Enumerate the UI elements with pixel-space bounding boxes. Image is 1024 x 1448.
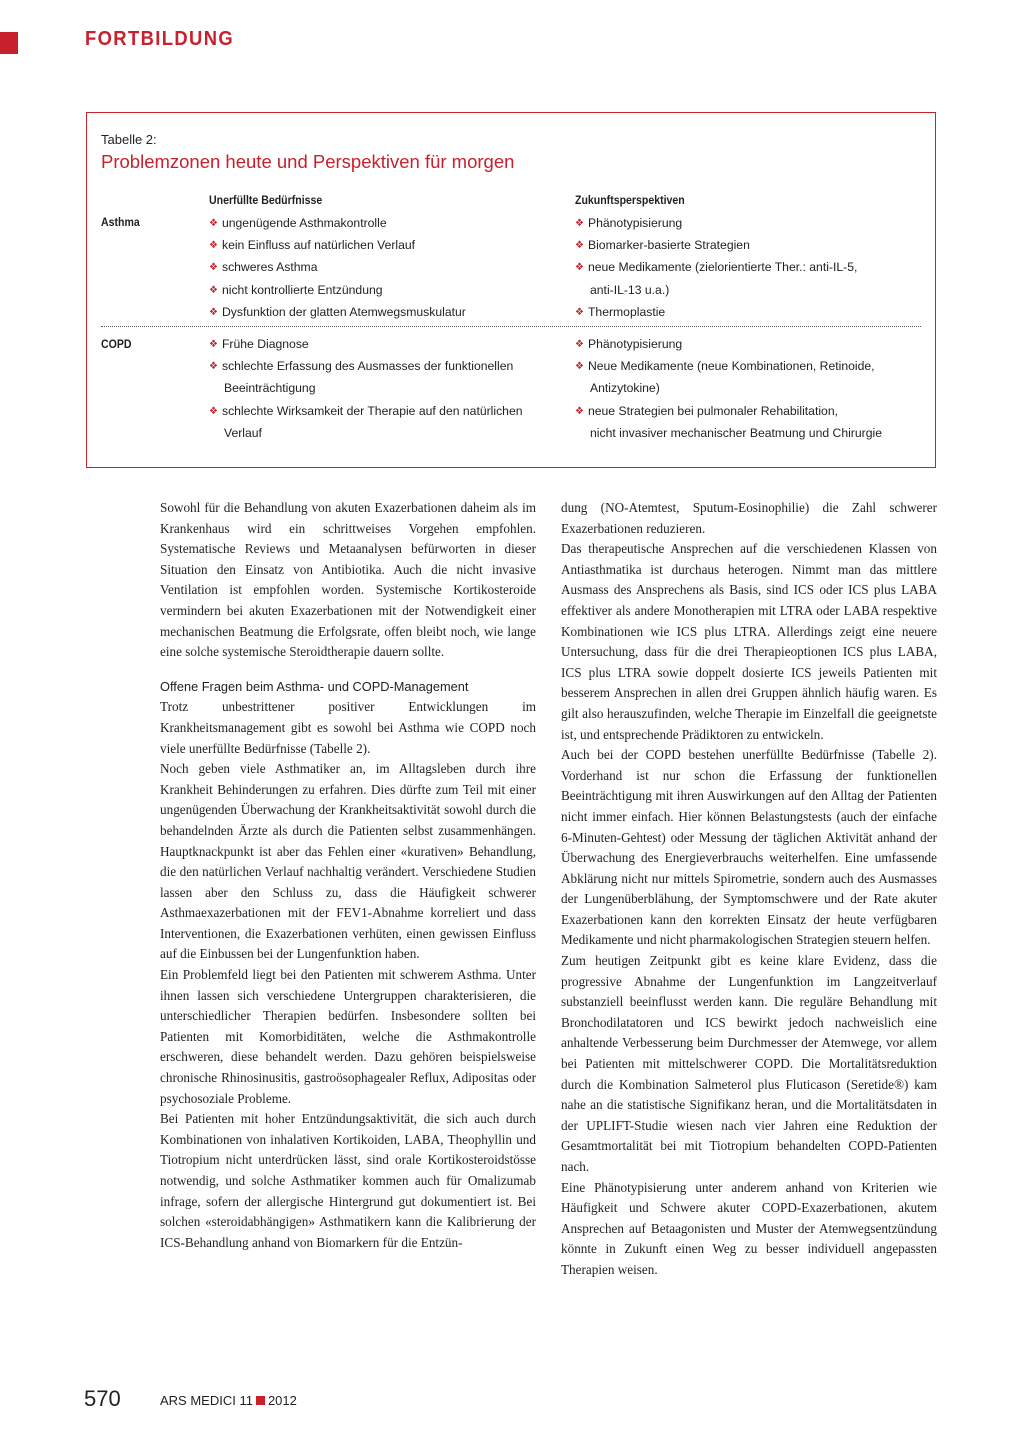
asthma-perspective-continued: anti-IL-13 u.a.) <box>590 283 670 297</box>
asthma-need: ❖ Dysfunktion der glatten Atemwegsmuskulatur <box>209 305 466 319</box>
diamond-bullet-icon: ❖ <box>209 218 218 229</box>
paragraph: Auch bei der COPD bestehen unerfüllte Bedürfnisse (Tabelle 2). Vorderhand ist nur schon die Erfassung der funktionellen Beeinträchtigung mit ihren Auswirkungen auf den Alltag der Patienten nicht immer einfach. Hier können Belastungstests (auch der einfache 6-Minuten-Gehtest) oder Messung der täglichen Aktivität anhand der Überwachung des Energieverbrauchs weiterhelfen. Eine umfassende Abklärung nicht nur mittels Spirometrie, sondern auch des Ausmasses der Lungenüberblähung, der Symptomschwere und der Rate akuter Exazerbationen kann den korrekten Einsatz der heute verfügbaren Medikamente und nicht pharmakologischen Strategien steuern helfen. <box>561 747 937 948</box>
copd-need: ❖ schlechte Wirksamkeit der Therapie auf den natürlichen <box>209 404 523 418</box>
diamond-bullet-icon: ❖ <box>209 339 218 350</box>
diamond-bullet-icon: ❖ <box>575 339 584 350</box>
page-number: 570 <box>84 1386 121 1411</box>
row-label-copd: COPD <box>101 337 132 351</box>
diamond-bullet-icon: ❖ <box>209 285 218 296</box>
publication-year: 2012 <box>267 1393 297 1408</box>
left-text-column <box>160 498 536 1253</box>
paragraph: dung (NO-Atemtest, Sputum-Eosinophilie) die Zahl schwerer Exazerbationen reduzieren. <box>561 500 937 536</box>
paragraph: Noch geben viele Asthmatiker an, im Alltagsleben durch ihre Krankheit Behinderungen zu erfahren. Dies dürfte zum Teil mit einer ungenügenden Überwachung der Krankheitsaktivität sowohl durch die behandelnden Ärzte als durch die Patienten selbst zusammenhängen. Hauptknackpunkt ist aber das Fehlen einer «kurativen» Behandlung, die den natürlichen Verlauf nachhaltig verändert. Verschiedene Studien lassen aber den Schluss zu, dass die Häufigkeit schwerer Asthmaexazerbationen mit der FEV1-Abnahme korreliert und dass Interventionen, die Exazerbationen verhüten, einen gewissen Einfluss auf die Einbussen bei der Lungenfunktion haben. <box>160 761 536 962</box>
table-row-separator <box>101 326 921 327</box>
copd-perspective: ❖ neue Strategien bei pulmonaler Rehabilitation, <box>575 404 838 418</box>
table-box <box>86 112 936 468</box>
diamond-bullet-icon: ❖ <box>209 262 218 273</box>
copd-need: ❖ Frühe Diagnose <box>209 337 309 351</box>
square-separator-icon <box>256 1396 265 1405</box>
diamond-bullet-icon: ❖ <box>575 361 584 372</box>
diamond-bullet-icon: ❖ <box>209 307 218 318</box>
col-header-perspectives: Zukunftsperspektiven <box>575 193 685 207</box>
row-label-asthma: Asthma <box>101 215 140 229</box>
diamond-bullet-icon: ❖ <box>575 307 584 318</box>
paragraph: Das therapeutische Ansprechen auf die verschiedenen Klassen von Antiasthmatika ist durchaus heterogen. Nimmt man das mittlere Ausmass des Ansprechens als Basis, sind ICS oder ICS plus LABA effektiver als andere Monotherapien mit LTRA oder LABA respektive Kombinationen wie ICS plus LTRA. Allerdings zeigt eine neuere Untersuchung, dass für die drei Therapieoptionen ICS plus LABA, ICS plus LTRA sowie doppelt dosierte ICS jeweils Patienten mit besserem Ansprechen in allen drei Gruppen ähnlich häufig waren. Es gilt also herauszufinden, welche Therapie im Einzelfall die geeignetste ist, und entsprechende Prädiktoren zu entwickeln. <box>561 541 937 742</box>
col-header-needs: Unerfüllte Bedürfnisse <box>209 193 323 207</box>
copd-perspective-continued: nicht invasiver mechanischer Beatmung und Chirurgie <box>590 426 882 440</box>
copd-need-continued: Verlauf <box>224 426 262 440</box>
copd-need-continued: Beeinträchtigung <box>224 381 316 395</box>
table-title: Problemzonen heute und Perspektiven für morgen <box>101 151 515 172</box>
section-title: FORTBILDUNG <box>85 28 235 50</box>
asthma-need: ❖ ungenügende Asthmakontrolle <box>209 216 387 230</box>
right-text-column <box>561 498 937 1281</box>
diamond-bullet-icon: ❖ <box>209 406 218 417</box>
paragraph: Sowohl für die Behandlung von akuten Exazerbationen daheim als im Krankenhaus wird ein schrittweises Vorgehen empfohlen. Systematische Reviews und Metaanalysen befürworten in dieser Situation den Einsatz von Antibiotika. Auch die nicht invasive Ventilation ist empfohlen worden. Systemische Kortikosteroide vermindern bei akuten Exazerbationen mit der Notwendigkeit einer mechanischen Beatmung die Erfolgsrate, offen bleibt noch, wie lange eine solche systemische Steroidtherapie dauern sollte. <box>160 500 536 660</box>
asthma-need: ❖ schweres Asthma <box>209 260 318 274</box>
subheading: Offene Fragen beim Asthma- und COPD-Management <box>160 678 469 694</box>
paragraph: Ein Problemfeld liegt bei den Patienten mit schwerem Asthma. Unter ihnen lassen sich verschiedene Untergruppen charakterisieren, die unterschiedlicher Therapien bedürfen. Insbesondere sollten bei Patienten mit Komorbiditäten, welche die Asthmakontrolle erschweren, diese behandelt werden. Dazu gehören beispielsweise chronische Rhinosinusitis, gastroösophagealer Reflux, Adipositas oder psychosoziale Probleme. <box>160 967 536 1106</box>
diamond-bullet-icon: ❖ <box>575 406 584 417</box>
copd-perspective-continued: Antizytokine) <box>590 381 660 395</box>
asthma-perspective: ❖ Thermoplastie <box>575 305 666 319</box>
asthma-need: ❖ kein Einfluss auf natürlichen Verlauf <box>209 238 416 252</box>
diamond-bullet-icon: ❖ <box>575 240 584 251</box>
paragraph: Zum heutigen Zeitpunkt gibt es keine klare Evidenz, dass die progressive Abnahme der Lungenfunktion im Langzeitverlauf substanziell beeinflusst werden kann. Die reguläre Behandlung mit Bronchodilatatoren und ICS bewirkt jedoch nachweislich eine anhaltende Verbesserung beim Durchmesser der Atemwege, vor allem bei Patienten mit mittelschwerer COPD. Die Mortalitätsreduktion durch die Kombination Salmeterol plus Fluticason (Seretide®) kam nahe an die statistische Signifikanz heran, und die Mortalitätsdaten in der UPLIFT-Studie wiesen nach vier Jahren eine Reduktion der Gesamtmortalität bei mit Tiotropium behandelten COPD-Patienten nach. <box>561 953 937 1174</box>
copd-perspective: ❖ Neue Medikamente (neue Kombinationen, Retinoide, <box>575 359 875 373</box>
copd-need: ❖ schlechte Erfassung des Ausmasses der funktionellen <box>209 359 514 373</box>
paragraph: Eine Phänotypisierung unter anderem anhand von Kriterien wie Häufigkeit und Schwere akuter COPD-Exazerbationen, akutem Ansprechen auf Betaagonisten und Muster der Atemwegsentzündung könnte in Zukunft einen Weg zu besser individuell angepassten Therapien weisen. <box>561 1179 937 1277</box>
diamond-bullet-icon: ❖ <box>575 262 584 273</box>
asthma-need: ❖ nicht kontrollierte Entzündung <box>209 283 383 297</box>
journal-name: ARS MEDICI 11 <box>160 1393 253 1408</box>
diamond-bullet-icon: ❖ <box>575 218 584 229</box>
table-label: Tabelle 2: <box>101 132 157 147</box>
publication-info <box>160 1393 297 1408</box>
asthma-perspective: ❖ Biomarker-basierte Strategien <box>575 238 750 252</box>
asthma-perspective: ❖ Phänotypisierung <box>575 216 683 230</box>
copd-perspective: ❖ Phänotypisierung <box>575 337 683 351</box>
section-marker <box>0 32 18 54</box>
paragraph: Trotz unbestrittener positiver Entwicklungen im Krankheitsmanagement gibt es sowohl bei Asthma wie COPD noch viele unerfüllte Bedürfnisse (Tabelle 2). <box>160 699 536 756</box>
paragraph: Bei Patienten mit hoher Entzündungsaktivität, die sich auch durch Kombinationen von inhalativen Kortikoiden, LABA, Theophyllin und Tiotropium nicht unterdrücken lässt, sind orale Kortikosteroidstösse notwendig, und solche Asthmatiker kommen auch für Omalizumab infrage, sofern der allergische Hintergrund gut dokumentiert ist. Bei solchen «steroidabhängigen» Asthmatikern kann die Kalibrierung der ICS-Behandlung anhand von Biomarkern für die Entzün- <box>160 1111 536 1250</box>
diamond-bullet-icon: ❖ <box>209 361 218 372</box>
asthma-perspective: ❖ neue Medikamente (zielorientierte Ther.: anti-IL-5, <box>575 260 858 274</box>
diamond-bullet-icon: ❖ <box>209 240 218 251</box>
